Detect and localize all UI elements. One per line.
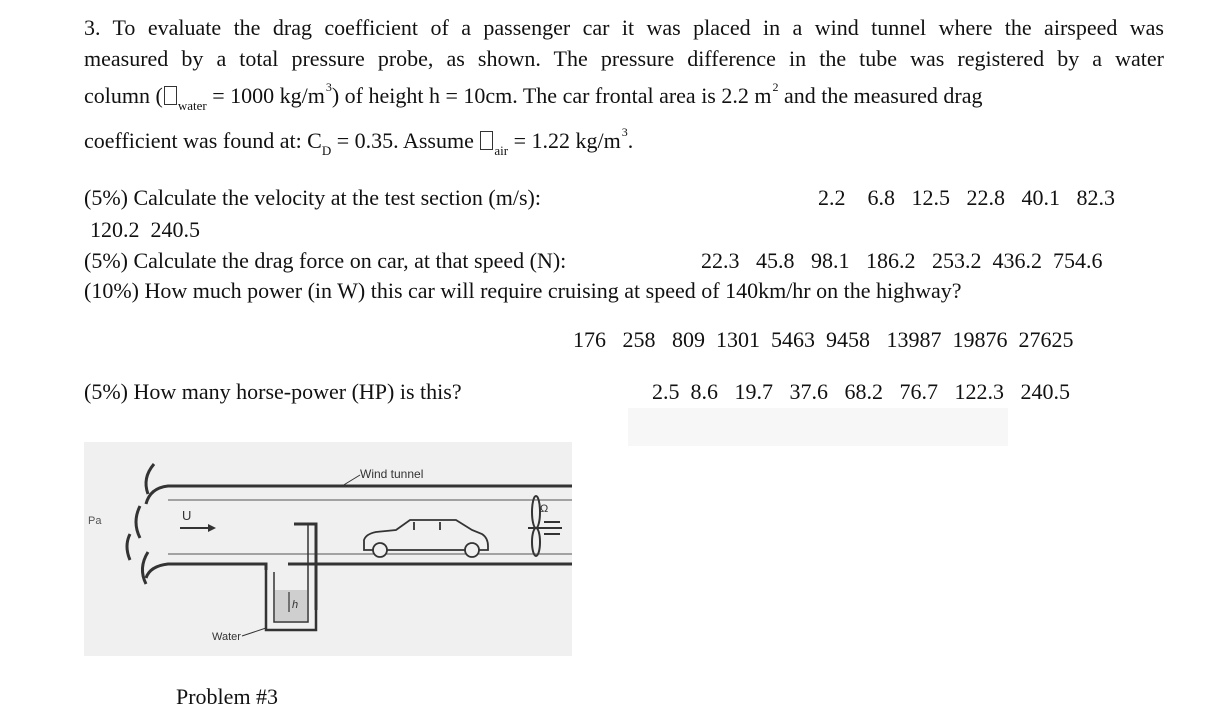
question-1-options-cont: 120.2 240.5 (90, 217, 200, 242)
question-4-label: (5%) How many horse-power (HP) is this? (84, 379, 462, 404)
problem-line-3: column ( $_{water}$ = 1000 $kg/m^3$) of height h = 10cm. The car frontal area is 2.2 $m^2$ and the measured drag (84, 80, 983, 113)
label-fan: Ω (540, 503, 549, 515)
inlet-flow-arrows-icon (127, 464, 154, 584)
question-4-options: 2.5 8.6 19.7 37.6 68.2 76.7 122.3 240.5 (652, 379, 1070, 404)
question-2-options: 22.3 45.8 98.1 186.2 253.2 436.2 754.6 (701, 248, 1103, 273)
question-2-label: (5%) Calculate the drag force on car, at that speed (N): (84, 248, 567, 273)
wind-tunnel-diagram (84, 442, 572, 656)
label-h: h (292, 599, 299, 611)
label-water: Water (212, 631, 241, 643)
question-1-options: 2.2 6.8 12.5 22.8 40.1 82.3 (818, 185, 1115, 210)
question-3-options: 176 258 809 1301 5463 9458 13987 19876 27625 (573, 327, 1074, 352)
label-pa: Pa (88, 515, 102, 527)
problem-line-1: 3. To evaluate the drag coefficient of a passenger car it was placed in a wind tunnel where the airspeed was (84, 15, 1164, 40)
faint-smudge (628, 408, 1008, 446)
question-1-label: (5%) Calculate the velocity at the test section (m/s): (84, 185, 541, 210)
label-u: U (182, 508, 192, 523)
car-icon (364, 520, 488, 557)
rho-symbol-icon (164, 86, 177, 105)
manometer-water (275, 590, 307, 621)
tunnel-bottom-wall-left (146, 564, 266, 578)
label-wind-tunnel: Wind tunnel (360, 467, 424, 481)
wind-tunnel-figure (84, 442, 572, 656)
rho-symbol-icon (480, 131, 493, 150)
tunnel-top-wall (146, 486, 572, 504)
problem-line-2: measured by a total pressure probe, as shown. The pressure difference in the tube was registered by a water (84, 46, 1164, 71)
figure-caption: Problem #3 (176, 684, 279, 709)
question-3-label: (10%) How much power (in W) this car will require cruising at speed of 140km/hr on the highway? (84, 278, 962, 303)
problem-line-4: coefficient was found at: $C_D = 0.35$. Assume $_{air}$ = 1.22 $kg/m^3$. (84, 125, 634, 158)
